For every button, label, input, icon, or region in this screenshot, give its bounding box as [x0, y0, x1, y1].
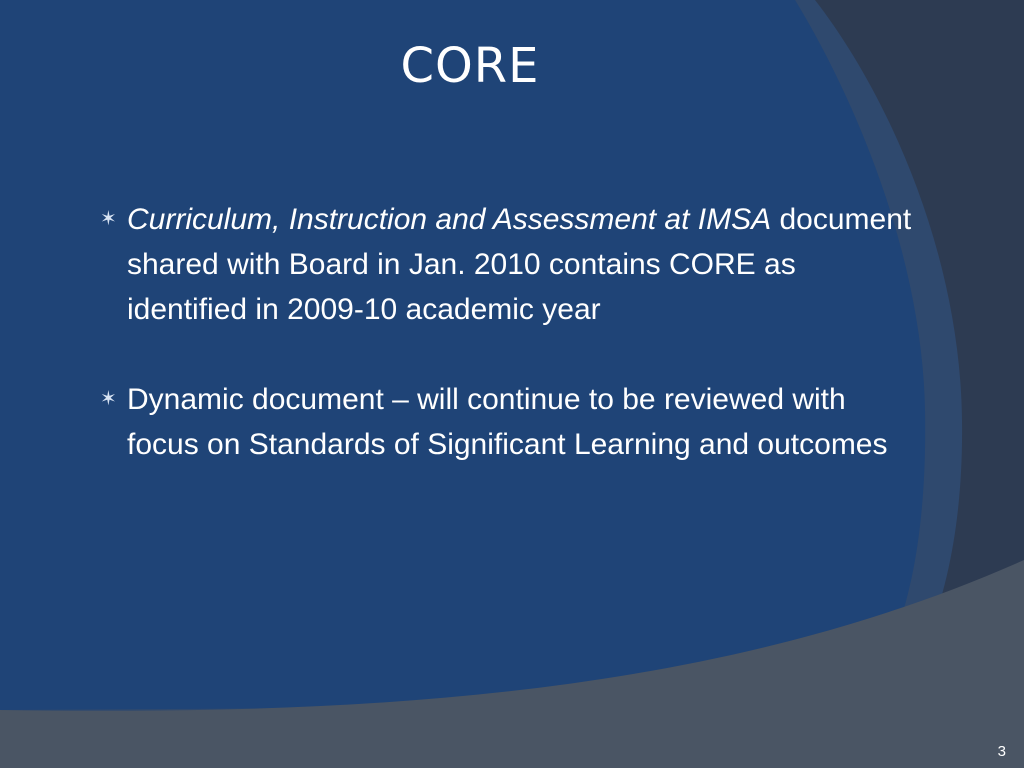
page-number: 3	[997, 743, 1006, 760]
bullet-text-1: document shared with Board in Jan. 2010 contains CORE as identified in 2009-10 academic year	[127, 203, 912, 326]
slide-title: CORE	[400, 38, 540, 94]
bullet-text-2: Dynamic document – will continue to be reviewed with focus on Standards of Significant Learning and outcomes	[127, 383, 888, 461]
bullet-item-1	[100, 197, 920, 332]
bullet-item-2	[100, 377, 920, 467]
star-bullet-icon: ✶	[100, 208, 117, 230]
bullet-list	[100, 197, 920, 467]
document-title-italic: Curriculum, Instruction and Assessment at IMSA	[127, 203, 772, 236]
star-bullet-icon: ✶	[100, 388, 117, 410]
